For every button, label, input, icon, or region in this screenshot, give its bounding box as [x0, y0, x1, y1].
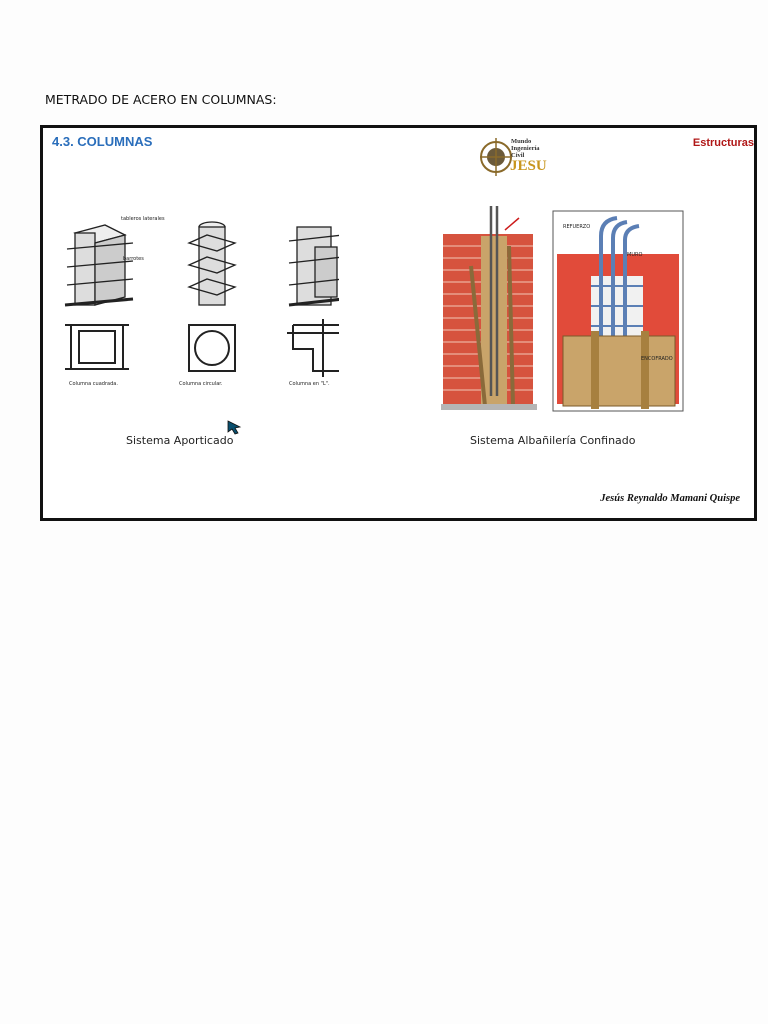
author-signature: Jesús Reynaldo Mamani Quispe [600, 493, 740, 504]
page-heading: METRADO DE ACERO EN COLUMNAS: [45, 92, 277, 107]
formwork-drawings [57, 213, 339, 393]
l-plan-icon [287, 319, 339, 377]
confined-masonry-drawing [441, 206, 685, 416]
brick-wall-icon [441, 206, 537, 410]
caption-albanileria: Sistema Albañilería Confinado [470, 434, 636, 447]
logo [478, 132, 558, 182]
label-muro: MURO [627, 252, 643, 258]
subcaption-square: Columna cuadrada. [69, 381, 118, 387]
subcaption-l: Columna en "L". [289, 381, 330, 387]
circular-plan-icon [189, 325, 235, 371]
slide-tag: Estructuras [692, 137, 754, 149]
column-detail-icon [553, 211, 683, 411]
label-barrotes: barrotes [123, 256, 144, 262]
circular-formwork-icon [189, 222, 235, 305]
logo-main-text: JESU [510, 158, 547, 174]
square-formwork-icon [65, 225, 133, 305]
label-encofrado: ENCOFRADO [641, 356, 673, 362]
slide-image [40, 125, 757, 521]
caption-aporticado: Sistema Aporticado [126, 434, 234, 447]
label-refuerzo: REFUERZO [563, 224, 591, 230]
mouse-cursor-icon [226, 419, 242, 435]
slide-title: 4.3. COLUMNAS [52, 134, 153, 149]
l-formwork-icon [289, 227, 339, 305]
logo-text: Mundo Ingeniería Civil [511, 138, 540, 159]
subcaption-circular: Columna circular. [179, 381, 223, 387]
label-tableros: tableros laterales [121, 216, 165, 222]
square-plan-icon [65, 325, 129, 369]
